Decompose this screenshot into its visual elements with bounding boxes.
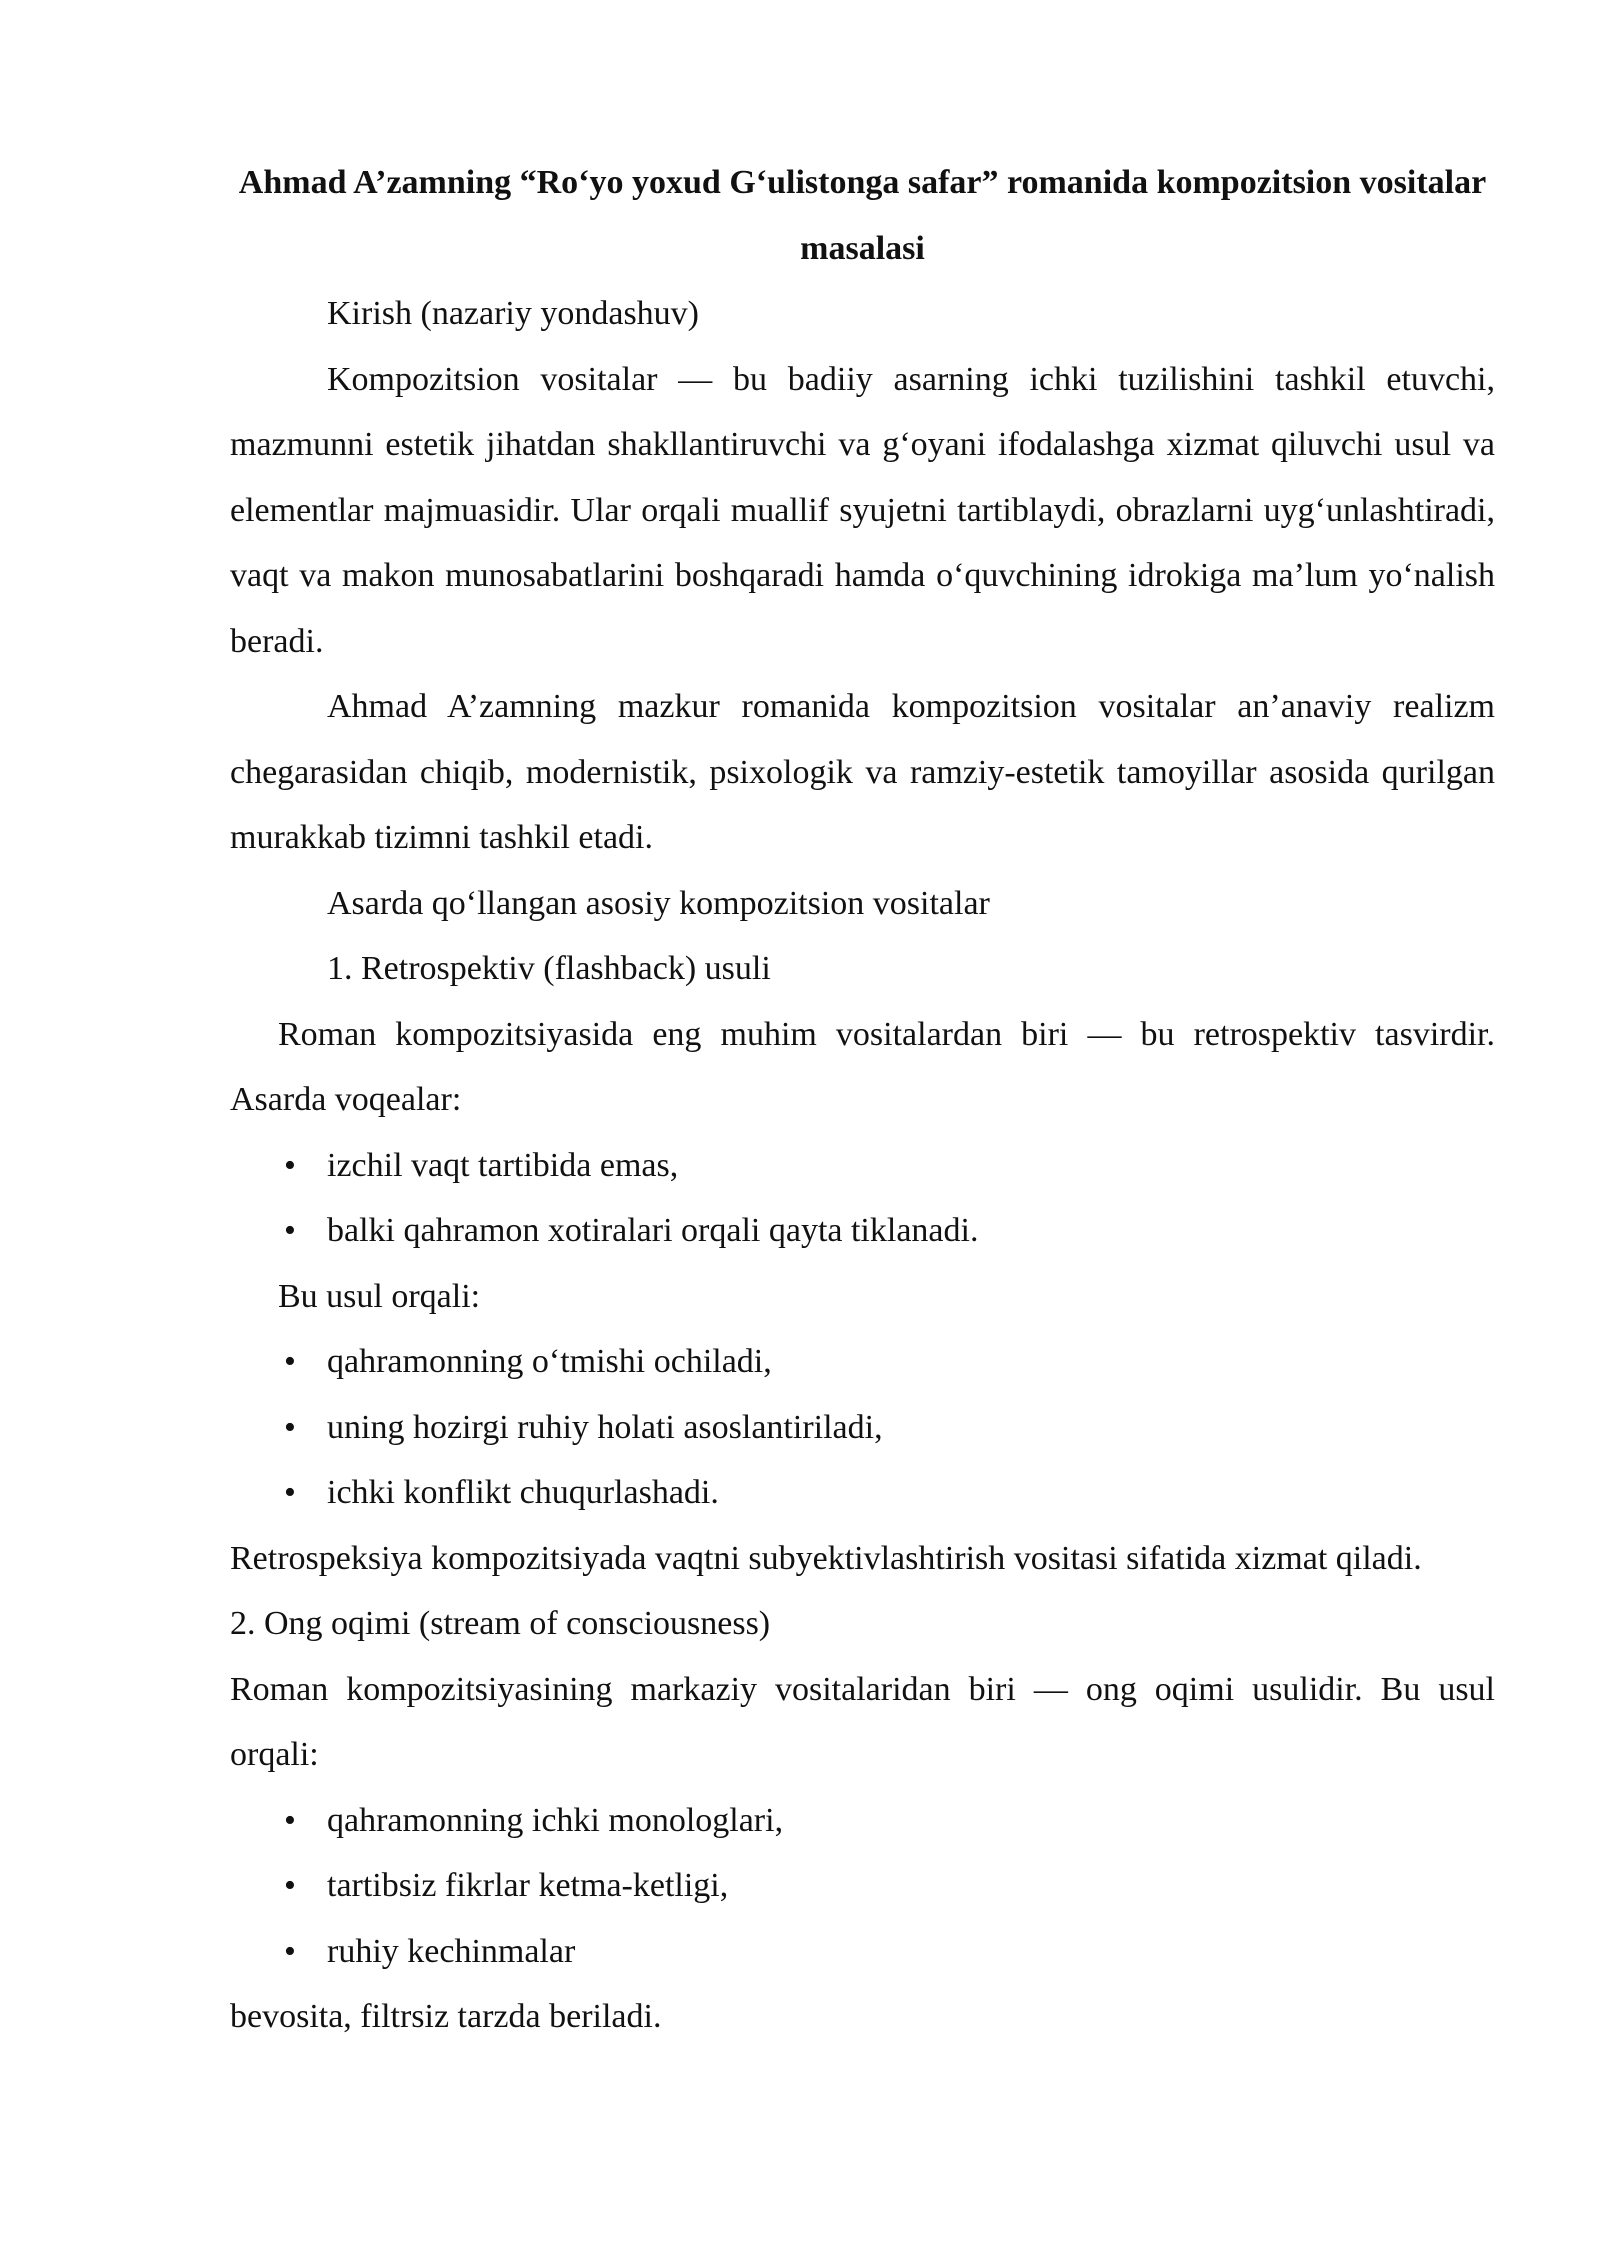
intro-heading: Kirish (nazariy yondashuv) [327,295,700,332]
section-2-paragraph-1: Roman kompozitsiyasining markaziy vositalaridan biri — ong oqimi usulidir. Bu usul orqali: [230,1670,1495,1773]
section-1-list-2 [230,1329,1495,1526]
list-item-text: izchil vaqt tartibida emas, [327,1146,679,1184]
list-item-text: qahramonning ichki monologlari, [327,1801,784,1839]
list-item [230,1919,1495,1985]
bullet-icon: • [284,1474,296,1511]
section-1-paragraph-1: Roman kompozitsiyasida eng muhim vositalardan biri — bu retrospektiv tasvirdir. Asarda voqealar: [230,1015,1495,1118]
bullet-icon: • [284,1343,296,1380]
list-item [230,1198,1495,1264]
document-title: Ahmad A’zamning “Ro‘yo yoxud G‘ulistonga safar” romanida kompozitsion vositalar masalasi [238,164,1487,267]
list-item-text: ruhiy kechinmalar [327,1932,576,1970]
list-item-text: uning hozirgi ruhiy holati asoslantiriladi, [327,1408,883,1446]
list-item [230,1133,1495,1199]
intro-paragraph-1: Kompozitsion vositalar — bu badiiy asarning ichki tuzilishini tashkil etuvchi, mazmunni estetik jihatdan shakllantiruvchi va g‘oyani ifodalashga xizmat qiluvchi usul va elementlar majmuasidir. Ular orqali muallif syujetni tartiblaydi, obrazlarni uyg‘unlashtiradi, vaqt va makon munosabatlarini boshqaradi hamda o‘quvchining idrokiga ma’lum yo‘nalish beradi. [230,360,1495,660]
bullet-icon: • [284,1867,296,1904]
bullet-icon: • [284,1212,296,1249]
section-heading: Asarda qo‘llangan asosiy kompozitsion vositalar [327,884,990,922]
bullet-icon: • [284,1801,296,1839]
section-1-heading: 1. Retrospektiv (flashback) usuli [327,950,771,987]
list-item-text: tartibsiz fikrlar ketma-ketligi, [327,1867,729,1904]
document-page [230,150,1495,2050]
section-1-list-1 [230,1133,1495,1264]
list-item [230,1329,1495,1395]
list-item [230,1395,1495,1461]
list-item [230,1788,1495,1854]
list-item-text: qahramonning o‘tmishi ochiladi, [327,1343,772,1380]
list-item [230,1853,1495,1919]
section-2-heading: 2. Ong oqimi (stream of consciousness) [230,1605,771,1642]
bullet-icon: • [284,1932,296,1970]
intro-paragraph-2: Ahmad A’zamning mazkur romanida kompozitsion vositalar an’anaviy realizm chegarasidan chiqib, modernistik, psixologik va ramziy-estetik tamoyillar asosida qurilgan murakkab tizimni tashkil etadi. [230,688,1495,856]
list-item-text: ichki konflikt chuqurlashadi. [327,1474,719,1511]
section-2-list [230,1788,1495,1985]
bullet-icon: • [284,1146,296,1184]
bullet-icon: • [284,1408,296,1446]
list-item-text: balki qahramon xotiralari orqali qayta tiklanadi. [327,1212,979,1249]
section-1-paragraph-2: Bu usul orqali: [278,1277,481,1315]
list-item [230,1460,1495,1526]
section-2-paragraph-2: bevosita, filtrsiz tarzda beriladi. [230,1998,662,2035]
section-1-paragraph-3: Retrospeksiya kompozitsiyada vaqtni subyektivlashtirish vositasi sifatida xizmat qiladi. [230,1539,1422,1577]
